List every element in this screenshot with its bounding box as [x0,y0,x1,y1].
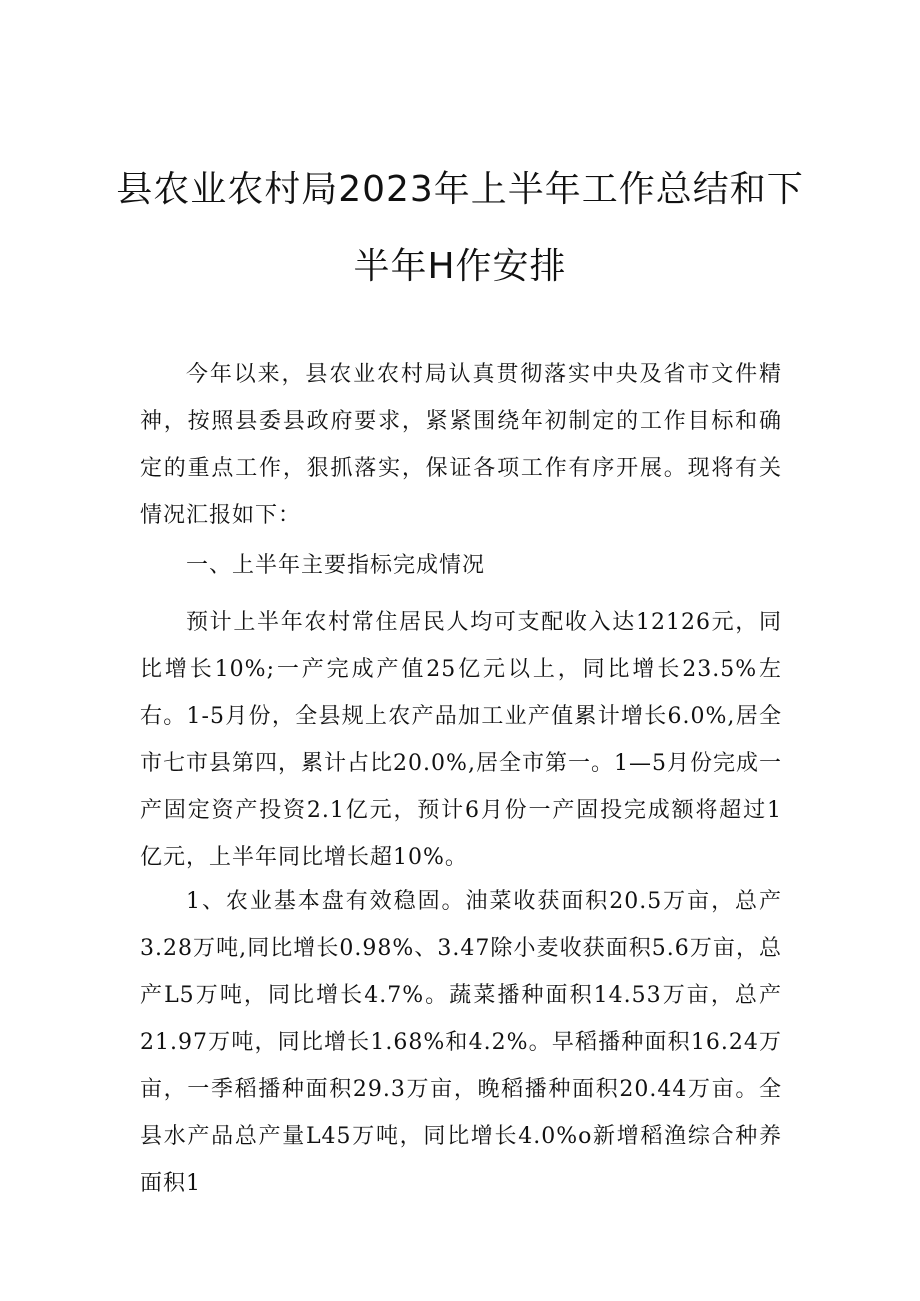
section-1-paragraph: 预计上半年农村常住居民人均可支配收入达12126元，同比增长10%;一产完成产值25亿元以上，同比增长23.5%左右。1-5月份，全县规上农产品加工业产值累计增长6.0%,居全市七市县第四，累计占比20.0%,居全市第一。1—5月份完成一产固定资产投资2.1亿元，预计6月份一产固投完成额将超过1亿元，上半年同比增长超10%。 [140,610,782,870]
item-1-body [140,878,782,1207]
document-title-line-2: 半年H作安排 [353,246,567,287]
section-1-heading: 一、上半年主要指标完成情况 [186,553,486,578]
intro-paragraph: 今年以来，县农业农村局认真贯彻落实中央及省市文件精神，按照县委县政府要求，紧紧围绕年初制定的工作目标和确定的重点工作，狠抓落实，保证各项工作有序开展。现将有关情况汇报如下： [140,362,782,528]
item-1-paragraph: 1、农业基本盘有效稳固。油菜收获面积20.5万亩，总产3.28万吨,同比增长0.98%、3.47除小麦收获面积5.6万亩，总产L5万吨，同比增长4.7%。蔬菜播种面积14.53万亩，总产21.97万吨，同比增长1.68%和4.2%。早稻播种面积16.24万亩，一季稻播种面积29.3万亩，晚稻播种面积20.44万亩。全县水产品总产量L45万吨，同比增长4.0%o新增稻渔综合种养面积1 [140,889,782,1196]
section-1-body [140,599,782,881]
intro-section [140,351,782,539]
document-title-line-1: 县农业农村局2023年上半年工作总结和下 [116,169,804,210]
